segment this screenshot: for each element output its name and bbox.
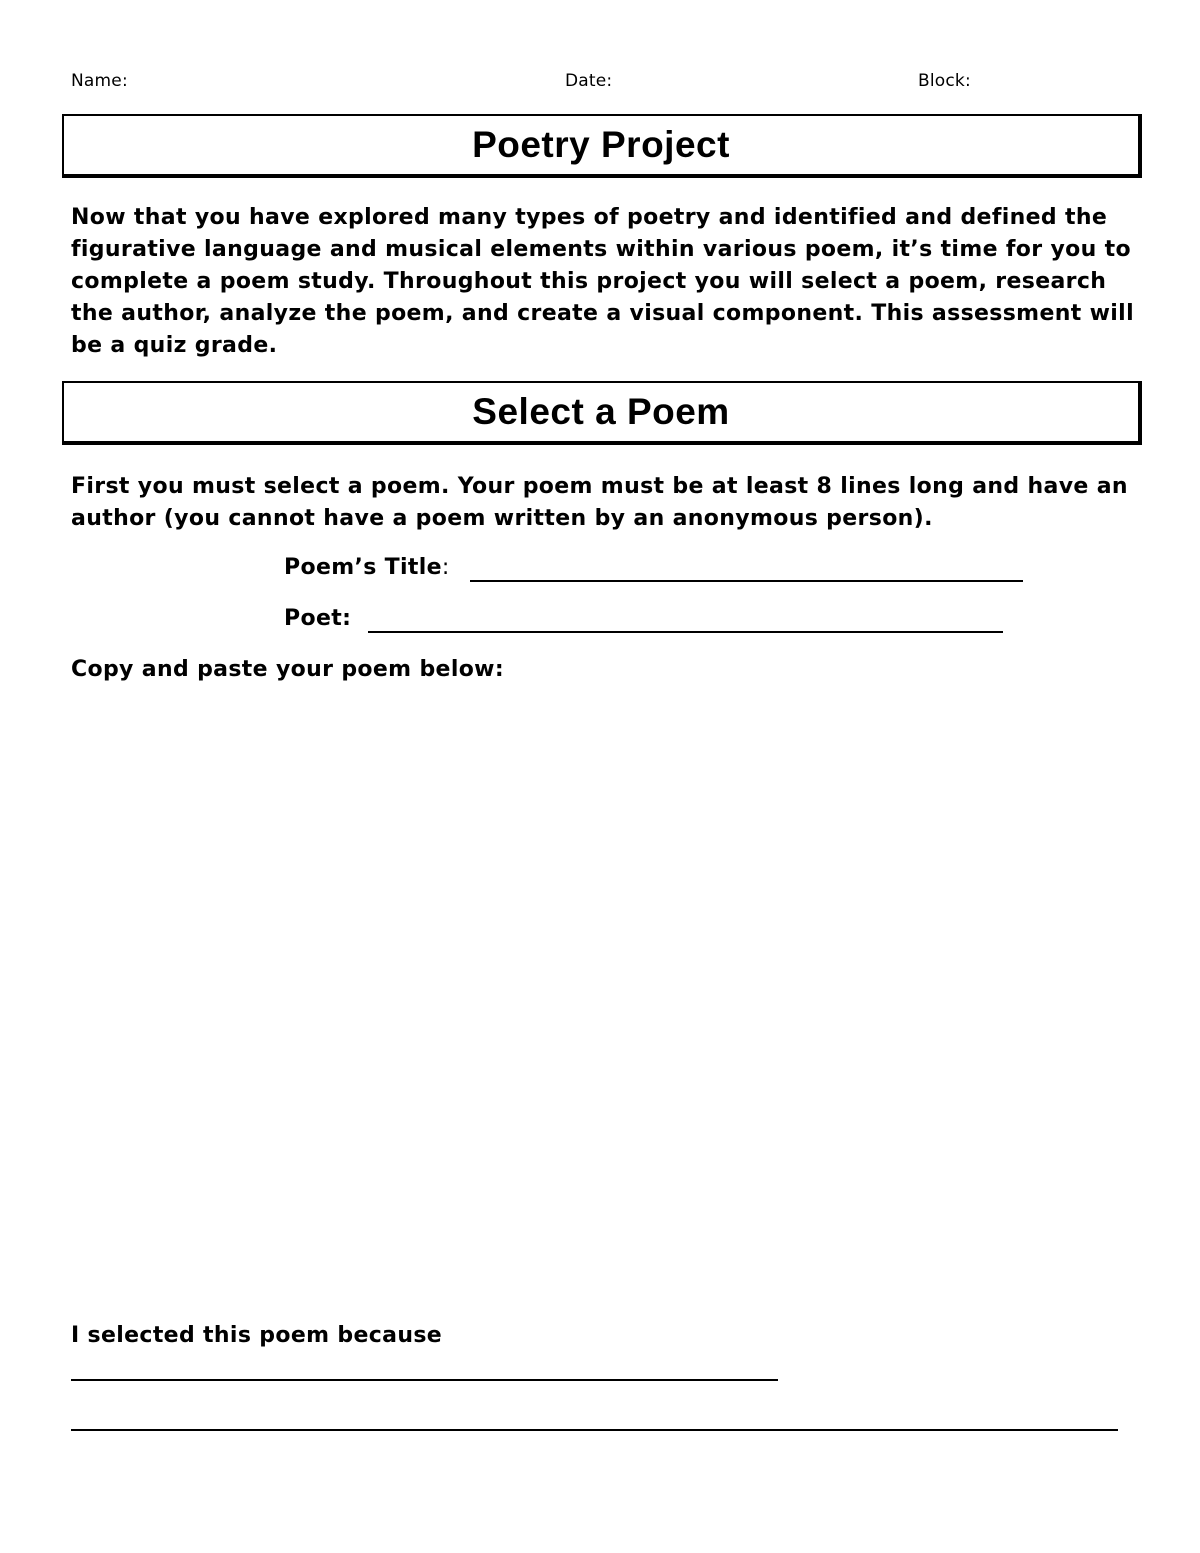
poem-title-field-label [284,555,450,580]
select-poem-title: Select a Poem [472,391,730,432]
poem-paste-area[interactable] [71,695,1131,1305]
select-poem-title-box [62,381,1142,445]
intro-paragraph: Now that you have explored many types of poetry and identified and defined the figurative language and musical elements within various poem, it’s time for you to complete a poem study. Throughout this project you will select a poem, research the author, analyze the poem, and create a visual component. This assessment will be a quiz grade. [71,205,1134,358]
block-label: Block: [918,71,971,91]
reason-label: I selected this poem because [71,1323,443,1348]
project-title-box [62,114,1142,178]
poet-label: Poet: [284,606,352,631]
poem-title-blank[interactable] [470,580,1023,582]
select-instructions: First you must select a poem. Your poem must be at least 8 lines long and have an author (you cannot have a poem written by an anonymous person). [71,474,1128,531]
project-title: Poetry Project [472,124,730,165]
date-label: Date: [565,71,613,91]
poet-blank[interactable] [368,631,1003,633]
reason-blank-line-1[interactable] [71,1379,778,1381]
poem-title-label: Poem’s Title [284,555,442,580]
poem-title-colon: : [441,555,450,580]
reason-blank-line-2[interactable] [71,1429,1118,1431]
name-label: Name: [71,71,128,91]
paste-poem-label: Copy and paste your poem below: [71,657,504,682]
